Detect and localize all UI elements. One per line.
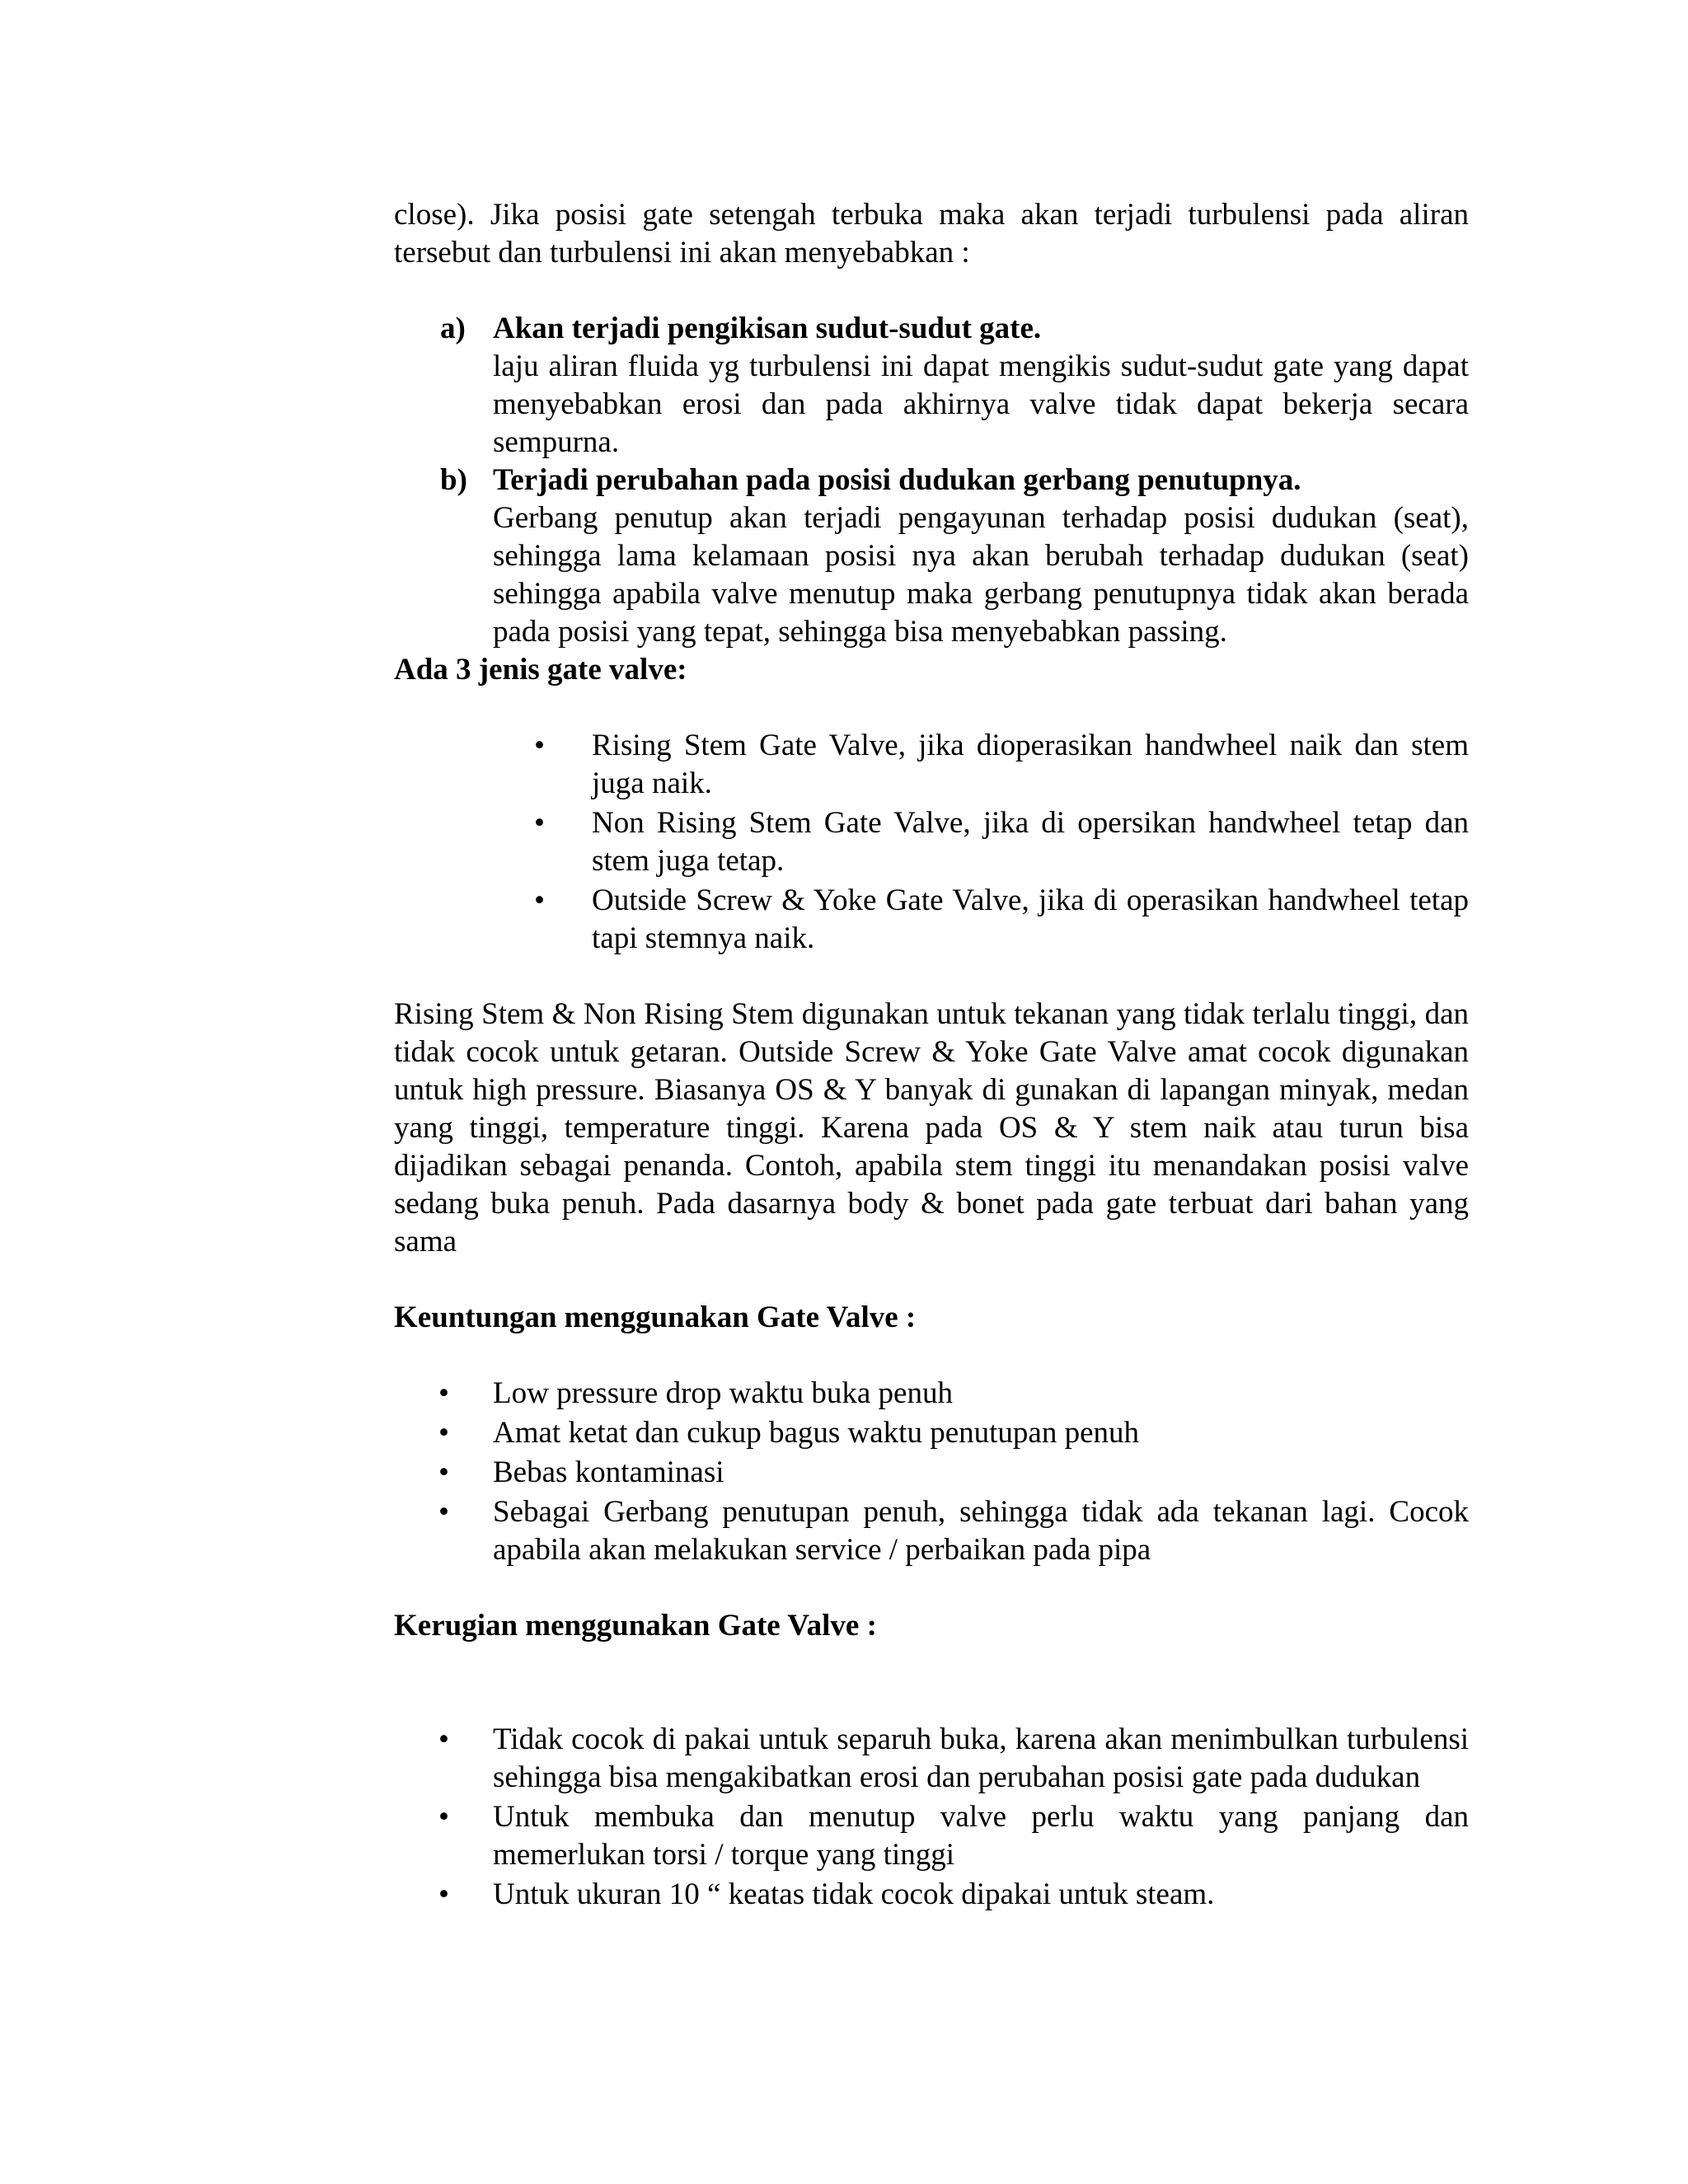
bullet-icon: • xyxy=(534,806,545,840)
effect-marker: a) xyxy=(440,312,466,345)
advantages-list xyxy=(394,1375,1469,1569)
list-item xyxy=(394,1721,1469,1797)
effect-item-b xyxy=(394,462,1469,651)
list-item xyxy=(394,1414,1469,1452)
effect-title: Akan terjadi pengikisan sudut-sudut gate. xyxy=(493,312,1042,345)
list-item-text: Low pressure drop waktu buka penuh xyxy=(493,1376,953,1410)
bullet-icon: • xyxy=(438,1722,449,1756)
list-item xyxy=(394,804,1469,880)
bullet-icon: • xyxy=(438,1877,449,1911)
bullet-icon: • xyxy=(534,729,545,762)
bullet-icon: • xyxy=(438,1495,449,1529)
effects-list xyxy=(394,310,1469,651)
list-item xyxy=(394,1493,1469,1569)
list-item xyxy=(394,727,1469,803)
document-page xyxy=(394,196,1469,1915)
list-item-text: Sebagai Gerbang penutupan penuh, sehingga tidak ada tekanan lagi. Cocok apabila akan melakukan service / perbaikan pada pipa xyxy=(493,1495,1469,1567)
bullet-icon: • xyxy=(534,883,545,917)
list-item xyxy=(394,1798,1469,1874)
effect-title: Terjadi perubahan pada posisi dudukan gerbang penutupnya. xyxy=(493,463,1301,497)
list-item-text: Amat ketat dan cukup bagus waktu penutupan penuh xyxy=(493,1416,1139,1450)
advantages-heading: Keuntungan menggunakan Gate Valve : xyxy=(394,1301,917,1334)
types-heading: Ada 3 jenis gate valve: xyxy=(394,653,687,687)
list-item-text: Bebas kontaminasi xyxy=(493,1455,724,1489)
list-item xyxy=(394,1876,1469,1914)
list-item-text: Untuk ukuran 10 “ keatas tidak cocok dipakai untuk steam. xyxy=(493,1877,1215,1911)
disadvantages-list xyxy=(394,1721,1469,1914)
effect-marker: b) xyxy=(440,463,467,497)
disadvantages-heading: Kerugian menggunakan Gate Valve : xyxy=(394,1609,877,1643)
intro-paragraph: close). Jika posisi gate setengah terbuka maka akan terjadi turbulensi pada aliran tersebut dan turbulensi ini akan menyebabkan : xyxy=(394,198,1469,269)
types-list xyxy=(394,727,1469,958)
effect-item-a xyxy=(394,310,1469,462)
bullet-icon: • xyxy=(438,1416,449,1450)
list-item xyxy=(394,1454,1469,1492)
list-item xyxy=(394,1375,1469,1413)
effect-text: laju aliran fluida yg turbulensi ini dapat mengikis sudut-sudut gate yang dapat menyebabkan erosi dan pada akhirnya valve tidak dapat bekerja secara sempurna. xyxy=(493,349,1469,459)
list-item-text: Tidak cocok di pakai untuk separuh buka, karena akan menimbulkan turbulensi sehingga bisa mengakibatkan erosi dan perubahan posisi gate pada dudukan xyxy=(493,1722,1469,1794)
list-item-text: Outside Screw & Yoke Gate Valve, jika di operasikan handwheel tetap tapi stemnya naik. xyxy=(592,883,1469,955)
bullet-icon: • xyxy=(438,1455,449,1489)
list-item-text: Rising Stem Gate Valve, jika dioperasikan handwheel naik dan stem juga naik. xyxy=(592,729,1469,800)
list-item-text: Non Rising Stem Gate Valve, jika di opersikan handwheel tetap dan stem juga tetap. xyxy=(592,806,1469,878)
list-item-text: Untuk membuka dan menutup valve perlu waktu yang panjang dan memerlukan torsi / torque yang tinggi xyxy=(493,1800,1469,1872)
usage-paragraph: Rising Stem & Non Rising Stem digunakan untuk tekanan yang tidak terlalu tinggi, dan tidak cocok untuk getaran. Outside Screw & Yoke Gate Valve amat cocok digunakan untuk high pressure. Biasanya OS & Y banyak di gunakan di lapangan minyak, medan yang tinggi, temperature tinggi. Karena pada OS & Y stem naik atau turun bisa dijadikan sebagai penanda. Contoh, apabila stem tinggi itu menandakan posisi valve sedang buka penuh. Pada dasarnya body & bonet pada gate terbuat dari bahan yang sama xyxy=(394,997,1469,1258)
bullet-icon: • xyxy=(438,1376,449,1410)
list-item xyxy=(394,882,1469,958)
effect-text: Gerbang penutup akan terjadi pengayunan terhadap posisi dudukan (seat), sehingga lama kelamaan posisi nya akan berubah terhadap dudukan (seat) sehingga apabila valve menutup maka gerbang penutupnya tidak akan berada pada posisi yang tepat, sehingga bisa menyebabkan passing. xyxy=(493,501,1469,649)
bullet-icon: • xyxy=(438,1800,449,1834)
